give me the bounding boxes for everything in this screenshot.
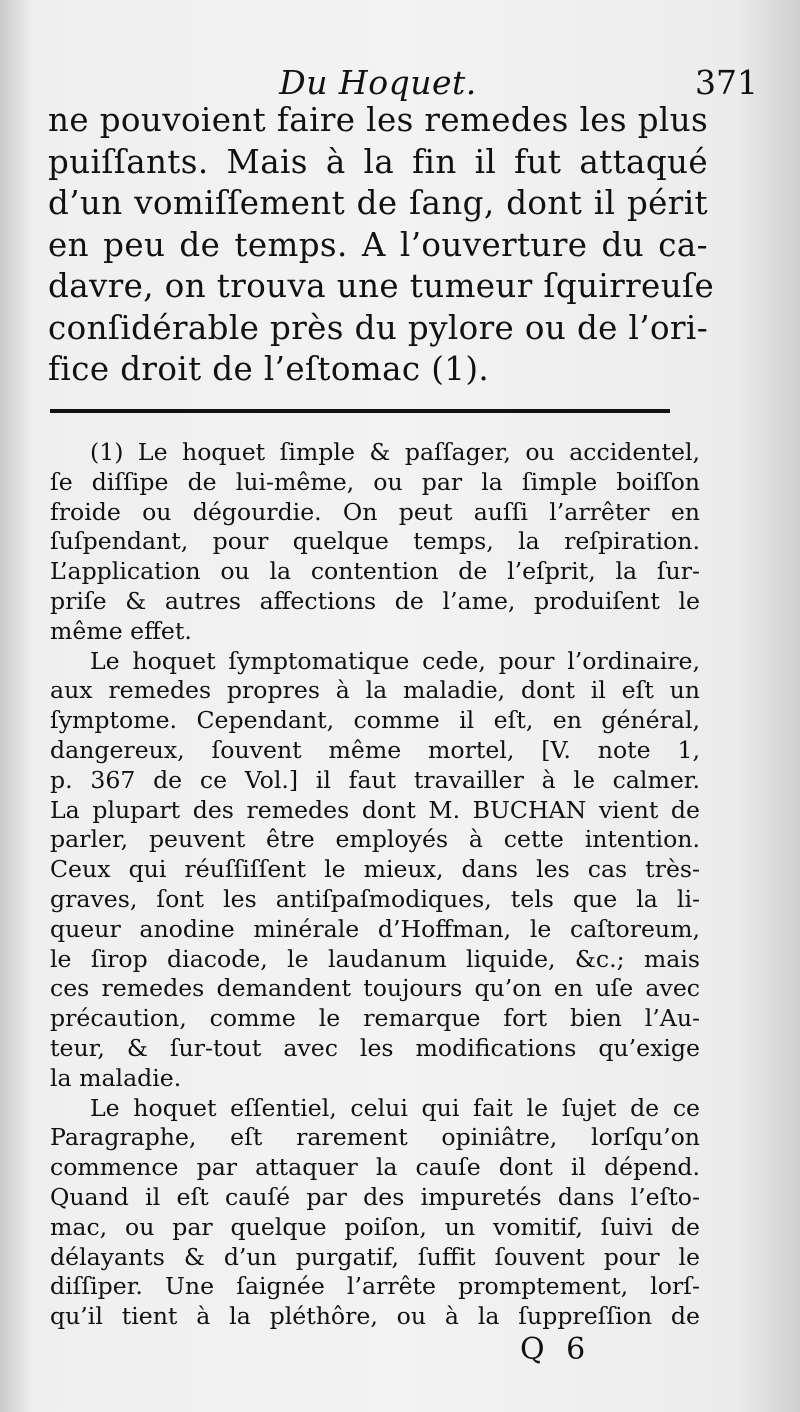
footnote-line: précaution, comme le remarque fort bien l’Au- xyxy=(50,1004,700,1033)
footnote-divider-rule xyxy=(50,409,670,413)
footnote-line: La plupart des remedes dont M. BUCHAN vient de xyxy=(50,795,700,824)
footnote-line: graves, ſont les antiſpaſmodiques, tels que la li- xyxy=(50,884,700,913)
footnote-line: (1) Le hoquet ſimple & paſſager, ou accidentel, xyxy=(90,438,700,466)
footnote-line: teur, & ſur-tout avec les modifications qu’exige xyxy=(50,1033,700,1062)
main-text-block xyxy=(48,100,715,391)
footnote-line: Le hoquet ſymptomatique cede, pour l’ordinaire, xyxy=(90,646,700,675)
footnote-line: commence par attaquer la cauſe dont il dépend. xyxy=(50,1153,700,1182)
footnote-line: ſymptome. Cependant, comme il eſt, en général, xyxy=(50,706,700,735)
footnote-line: priſe & autres affections de l’ame, produiſent le xyxy=(50,586,700,615)
footnote-line: queur anodine minérale d’Hoffman, le caſtoreum, xyxy=(50,914,700,943)
page-number: 371 xyxy=(695,63,758,102)
main-text-line: en peu de temps. A l’ouverture du ca- xyxy=(48,225,708,264)
footnote-paragraph xyxy=(50,647,700,1094)
footnote-paragraph xyxy=(50,1094,700,1332)
footnote-line: ces remedes demandent toujours qu’on en uſe avec xyxy=(50,974,700,1003)
footnote-line: délayants & d’un purgatif, ſuffit ſouvent pour le xyxy=(50,1242,700,1271)
main-text-line: fice droit de l’eſtomac (1). xyxy=(48,350,490,388)
footnote-line: mac, ou par quelque poiſon, un vomitif, ſuivi de xyxy=(50,1212,700,1241)
footnote-line: L’application ou la contention de l’eſprit, la ſur- xyxy=(50,557,700,586)
footnote-line: diſſiper. Une ſaignée l’arrête promptement, lorſ- xyxy=(50,1272,700,1301)
main-text-line: puiſſants. Mais à la fin il fut attaqué xyxy=(48,142,708,181)
running-title: Du Hoquet. xyxy=(279,63,477,102)
footnote-line: Le hoquet eſſentiel, celui qui fait le ſujet de ce xyxy=(90,1093,700,1122)
footnote-line: Paragraphe, eſt rarement opiniâtre, lorſqu’on xyxy=(50,1123,700,1152)
signature-mark: Q 6 xyxy=(520,1332,592,1367)
footnote-block xyxy=(50,438,700,1332)
footnote-line: ſe diſſipe de lui-même, ou par la ſimple boiſſon xyxy=(50,467,700,496)
footnote-line: Ceux qui réuſſiſſent le mieux, dans les cas très- xyxy=(50,855,700,884)
footnote-line: parler, peuvent être employés à cette intention. xyxy=(50,825,700,854)
footnote-line: froide ou dégourdie. On peut auſſi l’arrêter en xyxy=(50,497,700,526)
footnote-line: la maladie. xyxy=(50,1063,182,1092)
footnote-line: le ſirop diacode, le laudanum liquide, &c.; mais xyxy=(50,944,700,973)
footnote-line: Quand il eſt cauſé par des impuretés dans l’eſto- xyxy=(50,1182,700,1211)
main-text-line: davre, on trouva une tumeur ſquirreuſe xyxy=(48,267,715,305)
main-text-line: d’un vomiſſement de ſang, dont il périt xyxy=(48,184,708,222)
footnote-line: même effet. xyxy=(50,616,192,645)
footnote-line: qu’il tient à la pléthôre, ou à la ſuppreſſion de xyxy=(50,1302,700,1331)
footnote-line: aux remedes propres à la maladie, dont il eſt un xyxy=(50,676,700,705)
main-text-line: ne pouvoient faire les remedes les plus xyxy=(48,101,709,139)
footnote-line: dangereux, ſouvent même mortel, [V. note 1, xyxy=(50,735,700,764)
main-text-line: conſidérable près du pylore ou de l’ori- xyxy=(48,308,709,347)
footnote-paragraph xyxy=(50,438,700,647)
footnote-line: ſuſpendant, pour quelque temps, la reſpiration. xyxy=(50,527,700,556)
footnote-line: p. 367 de ce Vol.] il faut travailler à le calmer. xyxy=(50,765,700,794)
